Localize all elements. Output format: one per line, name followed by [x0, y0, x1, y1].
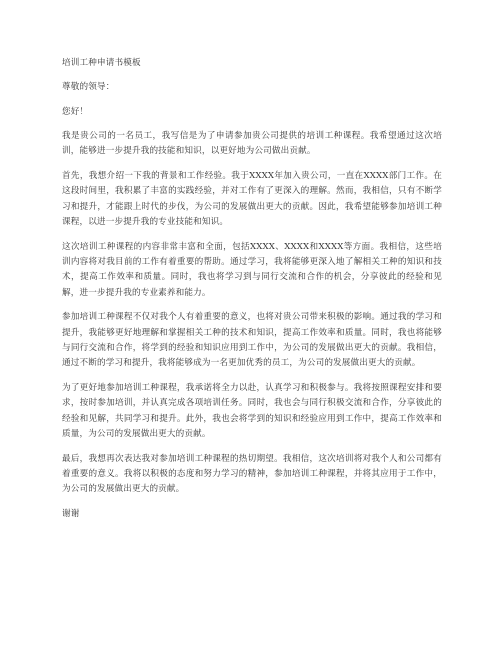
paragraph-intro: 我是贵公司的一名员工，我写信是为了申请参加贵公司提供的培训工种课程。我希望通过这次培训，能够进一步提升我的技能和知识，以更好地为公司做出贡献。	[62, 130, 442, 157]
document-title: 培训工种申请书模板	[62, 58, 141, 68]
paragraph-background: 首先，我想介绍一下我的背景和工作经验。我于XXXX年加入贵公司，一直在XXXX部门工作。在这段时间里，我积累了丰富的实践经验，并对工作有了更深入的理解。然而，我相信，只有不断学习和提升，才能跟上时代的步伐，为公司的发展做出更大的贡献。因此，我希望能够参加培训工种课程，以进一步提升我的专业技能和知识。	[62, 170, 442, 227]
signoff: 谢谢	[62, 509, 80, 520]
paragraph-closing: 最后，我想再次表达我对参加培训工种课程的热切期望。我相信，这次培训将对我个人和公司都有着重要的意义。我将以积极的态度和努力学习的精神，参加培训工种课程，并将其应用于工作中，为公司的发展做出更大的贡献。	[62, 453, 442, 495]
document-body	[62, 56, 442, 532]
greeting: 您好！	[62, 106, 89, 117]
paragraph-course-content: 这次培训工种课程的内容非常丰富和全面，包括XXXX、XXXX和XXXX等方面。我相信，这些培训内容将对我目前的工作有着重要的帮助。通过学习，我将能够更深入地了解相关工种的知识和技术，提高工作效率和质量。同时，我也将学习到与同行交流和合作的机会，分享彼此的经验和见解，进一步提升我的专业素养和能力。	[62, 241, 442, 298]
paragraph-commitment: 为了更好地参加培训工种课程，我承诺将全力以赴，认真学习和积极参与。我将按照课程安排和要求，按时参加培训，并认真完成各项培训任务。同时，我也会与同行积极交流和合作，分享彼此的经验和见解，共同学习和提升。此外，我也会将学到的知识和经验应用到工作中，提高工作效率和质量，为公司的发展做出更大的贡献。	[62, 383, 442, 439]
salutation: 尊敬的领导：	[62, 82, 115, 93]
paragraph-significance: 参加培训工种课程不仅对我个人有着重要的意义，也将对贵公司带来积极的影响。通过我的学习和提升，我能够更好地理解和掌握相关工种的技术和知识，提高工作效率和质量。同时，我也将能够与同行交流和合作，将学到的经验和知识应用到工作中，为公司的发展做出更大的贡献。我相信，通过不断的学习和提升，我将能够成为一名更加优秀的员工，为公司的发展做出更大的贡献。	[62, 312, 442, 369]
